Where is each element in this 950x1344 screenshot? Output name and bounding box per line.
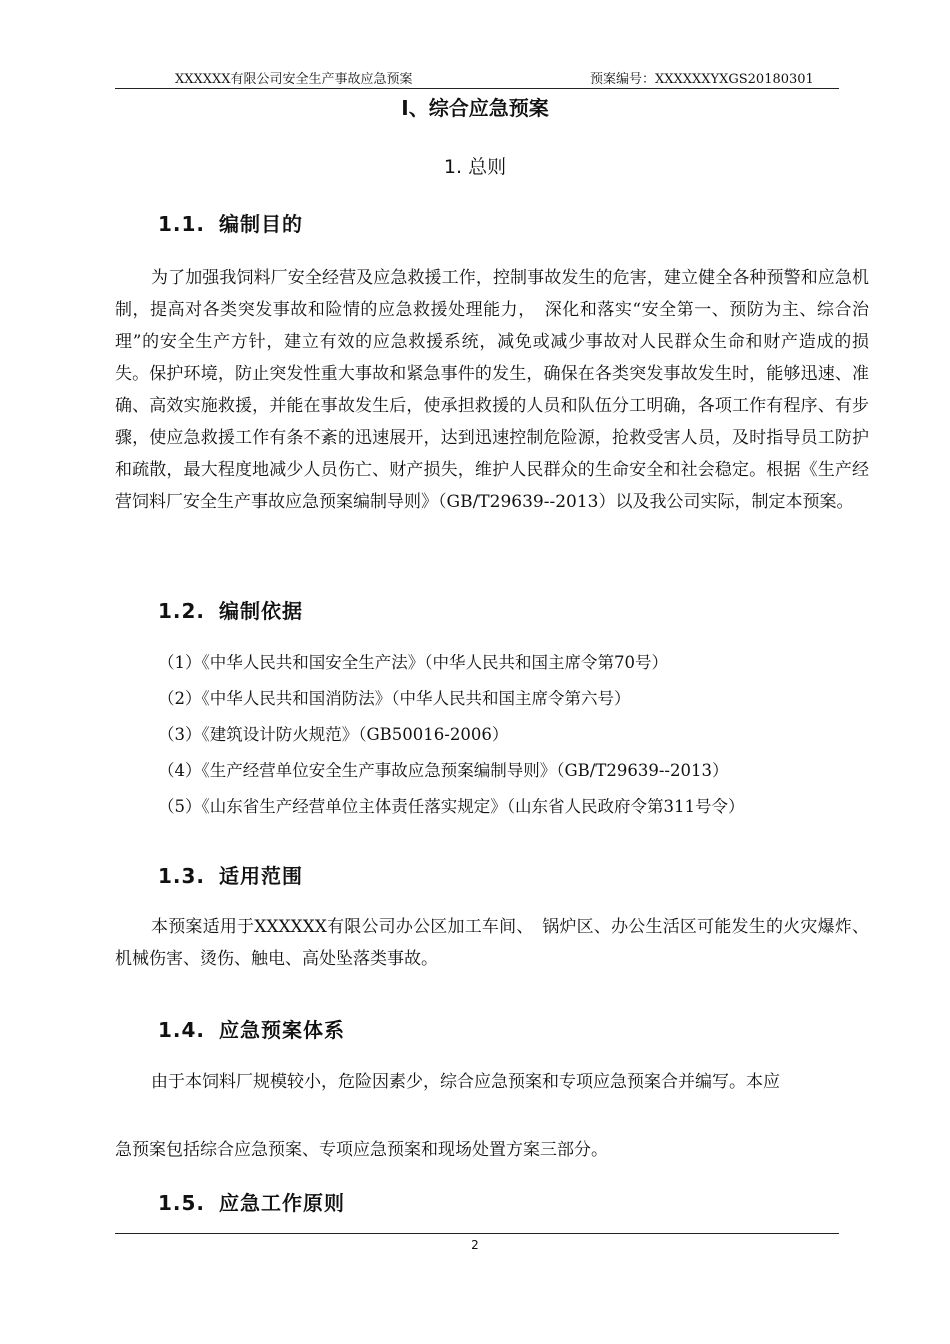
section-title: 编制依据: [219, 599, 304, 623]
footer-divider: [115, 1233, 839, 1234]
section-title: 应急预案体系: [219, 1018, 346, 1042]
section-heading-1-3: [158, 860, 303, 889]
section-number: 1.4.: [158, 1018, 206, 1042]
section-body-scope: 本预案适用于XXXXXX有限公司办公区加工车间、 锅炉区、办公生活区可能发生的火灾爆炸、机械伤害、烫伤、触电、高处坠落类事故。: [115, 917, 869, 969]
section-title: 适用范围: [219, 864, 304, 888]
section-title: 应急工作原则: [219, 1191, 346, 1215]
section-number: 1.2.: [158, 599, 206, 623]
list-item: （5）《山东省生产经营单位主体责任落实规定》（山东省人民政府令第311号令）: [158, 797, 745, 816]
section-heading-1-2: [158, 595, 303, 624]
section-number: 1.1.: [158, 212, 206, 236]
list-item: （3）《建筑设计防火规范》（GB50016-2006）: [158, 725, 509, 744]
list-item: （1）《中华人民共和国安全生产法》（中华人民共和国主席令第70号）: [158, 653, 668, 672]
section-body-system-line-2: 急预案包括综合应急预案、专项应急预案和现场处置方案三部分。: [115, 1140, 608, 1160]
chapter-title: 1. 总则: [443, 156, 507, 178]
section-body-purpose: 为了加强我饲料厂安全经营及应急救援工作，控制事故发生的危害，建立健全各种预警和应急机制，提高对各类突发事故和险情的应急救援处理能力， 深化和落实“安全第一、预防为主、综合治理”的安全生产方针，建立有效的应急救援系统，减免或减少事故对人民群众生命和财产造成的损失。保护环境，防止突发性重大事故和紧急事件的发生，确保在各类突发事故发生时，能够迅速、准确、高效实施救援，并能在事故发生后，使承担救援的人员和队伍分工明确，各项工作有程序、有步骤，使应急救援工作有条不紊的迅速展开，达到迅速控制危险源，抢救受害人员，及时指导员工防护和疏散，最大程度地减少人员伤亡、财产损失，维护人民群众的生命安全和社会稳定。根据《生产经营饲料厂安全生产事故应急预案编制导则》（GB/T29639--2013）以及我公司实际，制定本预案。: [115, 268, 869, 512]
section-heading-1-4: [158, 1014, 345, 1043]
section-number: 1.3.: [158, 864, 206, 888]
section-title: 编制目的: [219, 212, 304, 236]
part-title: Ⅰ、综合应急预案: [401, 96, 549, 120]
basis-list: [158, 647, 745, 827]
list-item: （2）《中华人民共和国消防法》（中华人民共和国主席令第六号）: [158, 689, 631, 708]
page-header: [115, 66, 839, 89]
header-plan-number: 预案编号：XXXXXXYXGS20180301: [590, 72, 814, 87]
section-body-system-line-1: 由于本饲料厂规模较小，危险因素少，综合应急预案和专项应急预案合并编写。本应: [151, 1072, 780, 1092]
header-document-title: XXXXXX有限公司安全生产事故应急预案: [175, 72, 413, 87]
section-heading-1-5: [158, 1187, 345, 1216]
section-heading-1-1: [158, 208, 303, 237]
page-number: 2: [471, 1238, 479, 1252]
list-item: （4）《生产经营单位安全生产事故应急预案编制导则》（GB/T29639--2013）: [158, 761, 729, 780]
section-number: 1.5.: [158, 1191, 206, 1215]
